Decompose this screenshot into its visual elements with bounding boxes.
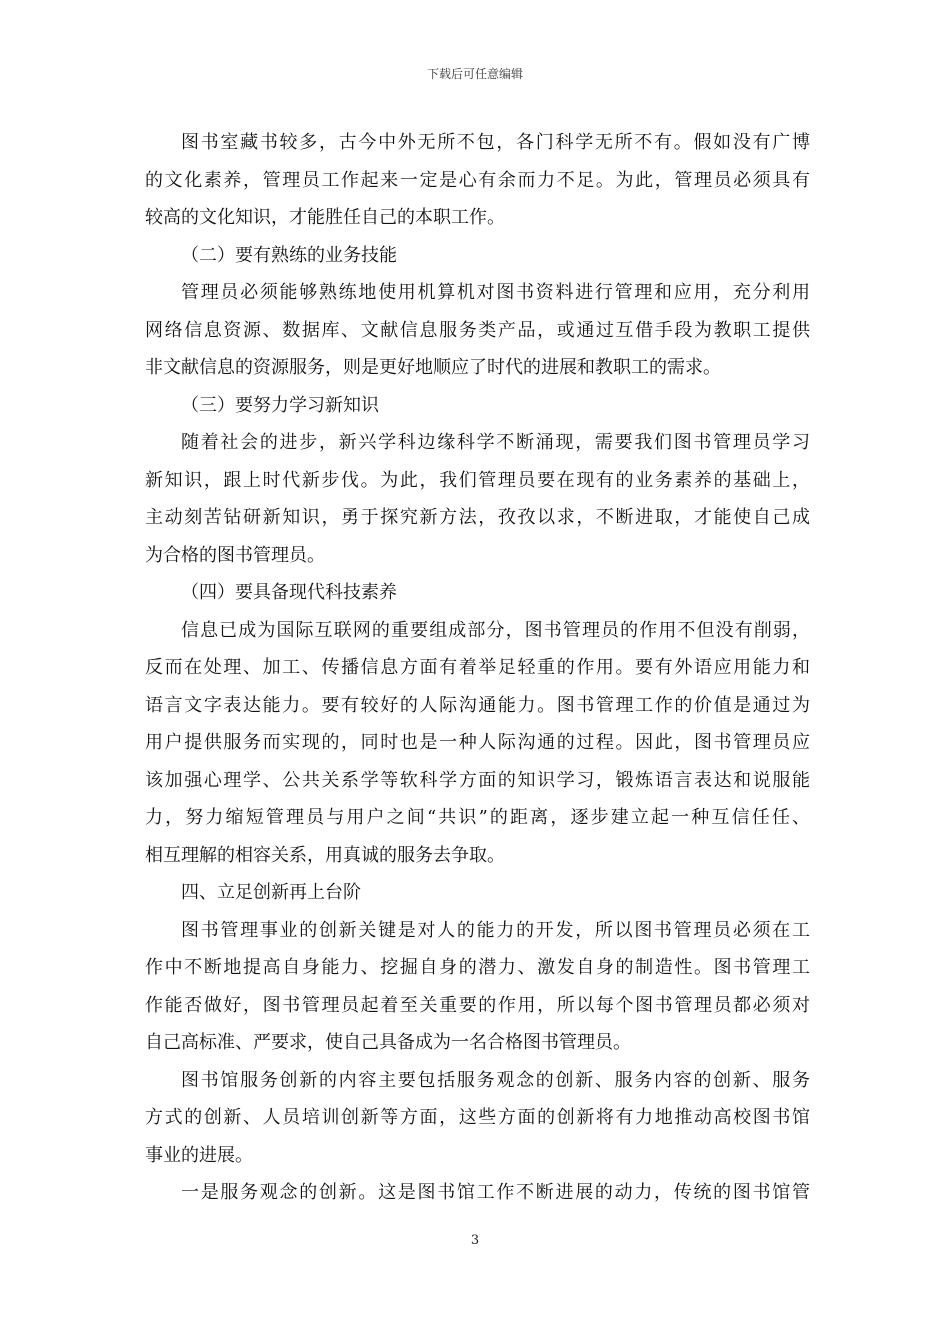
text-line: 随着社会的进步，新兴学科边缘科学不断涌现，需要我们图书管理员学习 <box>181 432 810 453</box>
text-line: 信息已成为国际互联网的重要组成部分，图书管理员的作用不但没有削弱， <box>181 619 810 641</box>
text-line: 四、立足创新再上台阶 <box>181 882 361 903</box>
text-line: （二）要有熟练的业务技能 <box>181 244 397 266</box>
text-line: 为合格的图书管理员。 <box>145 544 325 566</box>
text-line: 的文化素养，管理员工作起来一定是心有余而力不足。为此，管理员必须具有 <box>145 169 810 191</box>
text-line: 较高的文化知识，才能胜任自己的本职工作。 <box>145 207 505 228</box>
text-line: 事业的进展。 <box>145 1144 253 1166</box>
text-line: 图书馆服务创新的内容主要包括服务观念的创新、服务内容的创新、服务 <box>181 1069 810 1091</box>
text-line: 新知识，跟上时代新步伐。为此，我们管理员要在现有的业务素养的基础上， <box>145 469 810 491</box>
document-body <box>145 124 810 1212</box>
text-line: 管理员必须能够熟练地使用机算机对图书资料进行管理和应用，充分利用 <box>181 282 810 303</box>
text-line: （四）要具备现代科技素养 <box>181 582 397 603</box>
text-line: 非文献信息的资源服务，则是更好地顺应了时代的进展和教职工的需求。 <box>145 357 721 378</box>
text-line: 图书室藏书较多，古今中外无所不包，各门科学无所不有。假如没有广博 <box>181 132 810 153</box>
text-line: 作中不断地提高自身能力、挖掘自身的潜力、激发自身的制造性。图书管理工 <box>145 957 810 978</box>
text-line: 一是服务观念的创新。这是图书馆工作不断进展的动力，传统的图书馆管 <box>181 1182 810 1203</box>
text-line: 自己高标准、严要求，使自己具备成为一名合格图书管理员。 <box>145 1032 631 1053</box>
text-line: 方式的创新、人员培训创新等方面，这些方面的创新将有力地推动高校图书馆 <box>145 1107 810 1128</box>
text-line: 用户提供服务而实现的，同时也是一种人际沟通的过程。因此，图书管理员应 <box>145 732 810 753</box>
text-line: （三）要努力学习新知识 <box>181 394 379 416</box>
page-header: 下载后可任意编辑 <box>426 67 523 81</box>
text-line: 网络信息资源、数据库、文献信息服务类产品，或通过互借手段为教职工提供 <box>145 319 810 341</box>
text-line: 主动刻苦钻研新知识，勇于探究新方法，孜孜以求，不断进取，才能使自己成 <box>145 507 810 528</box>
text-line: 该加强心理学、公共关系学等软科学方面的知识学习，锻炼语言表达和说服能 <box>145 769 810 791</box>
text-line: 图书管理事业的创新关键是对人的能力的开发，所以图书管理员必须在工 <box>181 919 810 941</box>
page-number: 3 <box>470 1233 480 1248</box>
text-line: 语言文字表达能力。要有较好的人际沟通能力。图书管理工作的价值是通过为 <box>145 694 810 716</box>
text-line: 作能否做好，图书管理员起着至关重要的作用，所以每个图书管理员都必须对 <box>145 994 810 1016</box>
text-line: 反而在处理、加工、传播信息方面有着举足轻重的作用。要有外语应用能力和 <box>145 657 810 678</box>
text-line: 力，努力缩短管理员与用户之间“共识”的距离，逐步建立起一种互信任任、 <box>145 807 810 828</box>
text-line: 相互理解的相容关系，用真诚的服务去争取。 <box>145 844 505 866</box>
